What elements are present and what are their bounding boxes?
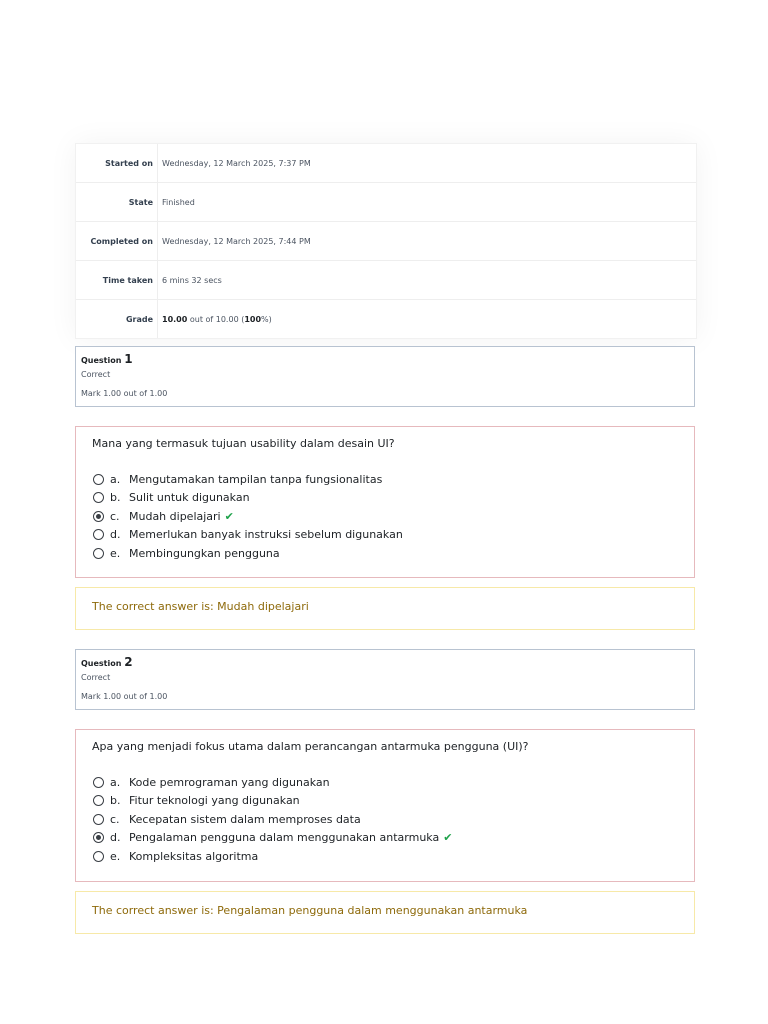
- answer-option-b[interactable]: [93, 489, 250, 505]
- answer-option-d[interactable]: [93, 829, 452, 845]
- radio-button[interactable]: [93, 548, 104, 559]
- option-text: Mengutamakan tampilan tanpa fungsionalitas: [129, 472, 383, 486]
- radio-button-selected[interactable]: [93, 832, 104, 843]
- grade-out-of: out of 10.00 (: [187, 314, 245, 324]
- question-prompt: Mana yang termasuk tujuan usability dalam desain UI?: [92, 437, 395, 450]
- answer-option-d[interactable]: [93, 526, 403, 542]
- answer-option-b[interactable]: [93, 792, 300, 808]
- question-feedback-2: [75, 891, 695, 934]
- radio-button[interactable]: [93, 851, 104, 862]
- attempt-summary-table: [75, 143, 697, 339]
- question-mark: Mark 1.00 out of 1.00: [81, 389, 168, 398]
- summary-value: Wednesday, 12 March 2025, 7:37 PM: [162, 158, 311, 168]
- summary-row-started-on: [76, 144, 696, 183]
- option-letter: e.: [110, 849, 121, 863]
- correct-check-icon: ✔: [224, 509, 234, 523]
- option-text: Fitur teknologi yang digunakan: [129, 793, 300, 807]
- option-text: Kecepatan sistem dalam memproses data: [129, 812, 361, 826]
- option-text: Memerlukan banyak instruksi sebelum digunakan: [129, 527, 403, 541]
- correct-answer-text: The correct answer is: Pengalaman pengguna dalam menggunakan antarmuka: [92, 904, 528, 917]
- option-letter: c.: [110, 812, 120, 826]
- option-text: Kompleksitas algoritma: [129, 849, 259, 863]
- summary-label: Grade: [76, 300, 158, 338]
- grade-score: 10.00: [162, 314, 188, 324]
- summary-label: Time taken: [76, 261, 158, 299]
- option-letter: b.: [110, 490, 121, 504]
- option-text: Kode pemrograman yang digunakan: [129, 775, 330, 789]
- answer-option-e[interactable]: [93, 848, 258, 864]
- option-letter: b.: [110, 793, 121, 807]
- summary-value: Finished: [162, 197, 195, 207]
- question-label: Question: [81, 356, 122, 365]
- summary-label: Completed on: [76, 222, 158, 260]
- summary-row-completed-on: [76, 222, 696, 261]
- question-feedback-1: [75, 587, 695, 630]
- option-text: Membingungkan pengguna: [129, 546, 280, 560]
- summary-label: State: [76, 183, 158, 221]
- question-number: [81, 655, 133, 669]
- option-text: Sulit untuk digunakan: [129, 490, 250, 504]
- answer-option-c[interactable]: [93, 811, 361, 827]
- summary-row-state: [76, 183, 696, 222]
- summary-label: Started on: [76, 144, 158, 182]
- question-content-1: [75, 426, 695, 578]
- question-label: Question: [81, 659, 122, 668]
- answer-option-a[interactable]: [93, 471, 382, 487]
- question-state: Correct: [81, 673, 111, 682]
- question-state: Correct: [81, 370, 111, 379]
- question-number-value: 2: [124, 655, 133, 669]
- option-letter: d.: [110, 527, 121, 541]
- radio-button[interactable]: [93, 777, 104, 788]
- question-prompt: Apa yang menjadi fokus utama dalam perancangan antarmuka pengguna (UI)?: [92, 740, 529, 753]
- question-info-1: [75, 346, 695, 407]
- option-letter: c.: [110, 509, 120, 523]
- question-mark: Mark 1.00 out of 1.00: [81, 692, 168, 701]
- answer-option-e[interactable]: [93, 545, 280, 561]
- option-letter: e.: [110, 546, 121, 560]
- option-letter: a.: [110, 775, 121, 789]
- summary-row-grade: [76, 300, 696, 338]
- grade-value: [158, 300, 696, 338]
- option-letter: a.: [110, 472, 121, 486]
- option-letter: d.: [110, 830, 121, 844]
- question-content-2: [75, 729, 695, 882]
- summary-value: 6 mins 32 secs: [162, 275, 222, 285]
- option-text: Mudah dipelajari: [129, 509, 221, 523]
- answer-option-a[interactable]: [93, 774, 330, 790]
- radio-button[interactable]: [93, 492, 104, 503]
- grade-percent: 100: [244, 314, 262, 324]
- question-number-value: 1: [124, 352, 133, 366]
- grade-percent-suffix: %): [261, 314, 272, 324]
- question-info-2: [75, 649, 695, 710]
- question-number: [81, 352, 133, 366]
- radio-button[interactable]: [93, 529, 104, 540]
- radio-button-selected[interactable]: [93, 511, 104, 522]
- radio-button[interactable]: [93, 795, 104, 806]
- radio-button[interactable]: [93, 814, 104, 825]
- option-text: Pengalaman pengguna dalam menggunakan antarmuka: [129, 830, 440, 844]
- summary-value: Wednesday, 12 March 2025, 7:44 PM: [162, 236, 311, 246]
- radio-button[interactable]: [93, 474, 104, 485]
- correct-answer-text: The correct answer is: Mudah dipelajari: [92, 600, 309, 613]
- answer-option-c[interactable]: [93, 508, 234, 524]
- correct-check-icon: ✔: [443, 830, 453, 844]
- summary-row-time-taken: [76, 261, 696, 300]
